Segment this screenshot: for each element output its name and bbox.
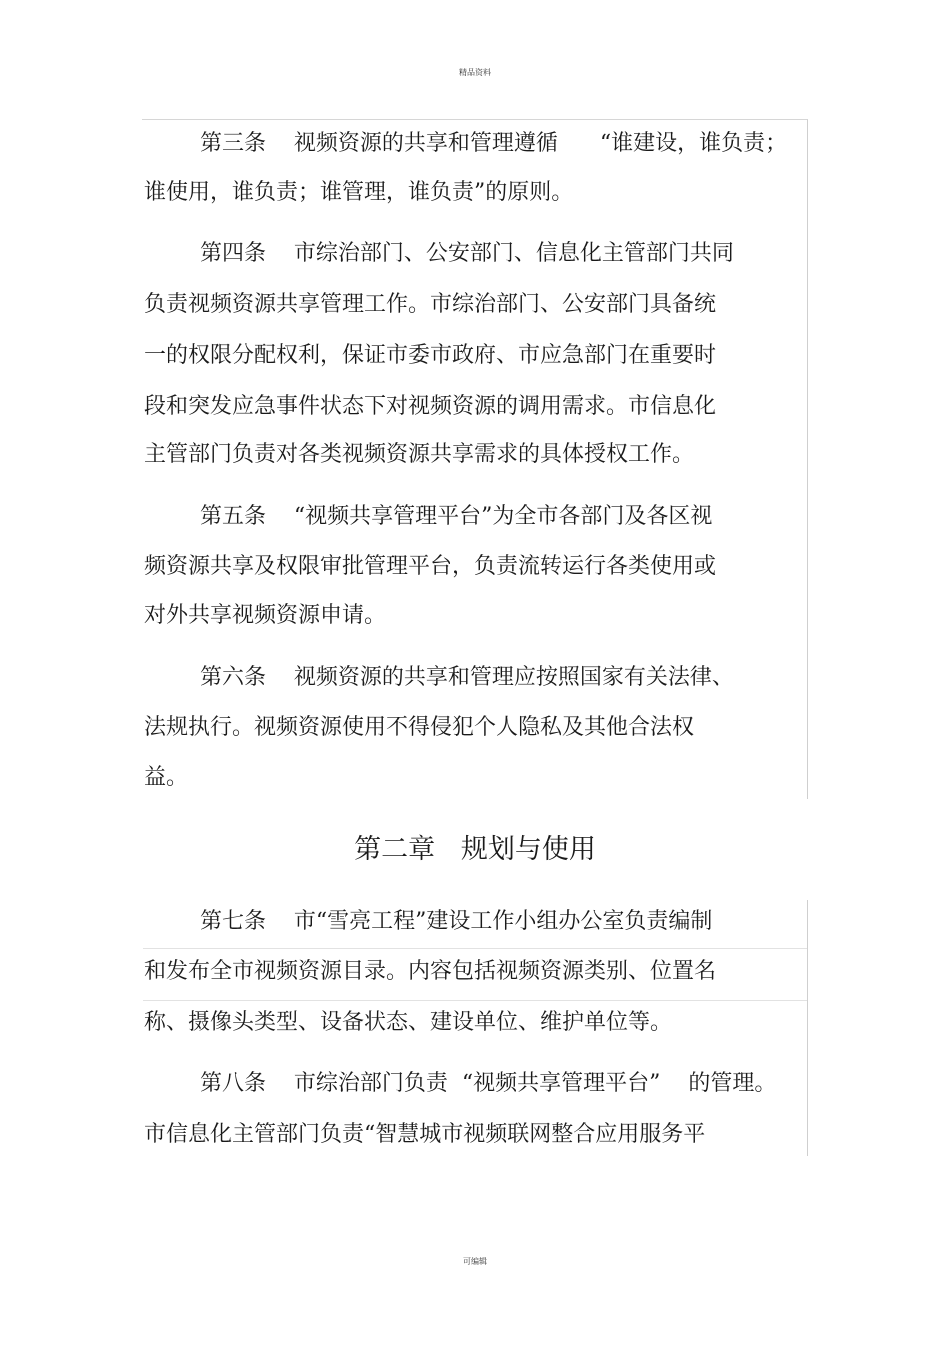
chapter-heading: 第二章 规划与使用 bbox=[354, 834, 596, 865]
text-line: 频资源共享及权限审批管理平台，负责流转运行各类使用或 bbox=[144, 554, 717, 579]
text-line: 主管部门负责对各类视频资源共享需求的具体授权工作。 bbox=[144, 442, 695, 467]
text-line: 第三条 视频资源的共享和管理遵循 “谁建设，谁负责； bbox=[144, 131, 788, 156]
text-line: 第八条 市综治部门负责 “视频共享管理平台” 的管理。 bbox=[144, 1071, 777, 1096]
text-line: 第六条 视频资源的共享和管理应按照国家有关法律、 bbox=[144, 665, 734, 690]
text-line: 一的权限分配权利，保证市委市政府、市应急部门在重要时 bbox=[144, 343, 717, 368]
text-line: 段和突发应急事件状态下对视频资源的调用需求。市信息化 bbox=[144, 394, 717, 419]
text-line: 对外共享视频资源申请。 bbox=[144, 603, 387, 628]
row-divider bbox=[143, 1000, 807, 1001]
page-footer: 可编辑 bbox=[463, 1257, 487, 1266]
page-header: 精品资料 bbox=[459, 68, 491, 77]
text-line: 谁使用，谁负责；谁管理，谁负责”的原则。 bbox=[144, 180, 574, 205]
text-line: 市信息化主管部门负责“智慧城市视频联网整合应用服务平 bbox=[144, 1122, 706, 1147]
text-line: 第五条 “视频共享管理平台”为全市各部门及各区视 bbox=[144, 504, 713, 529]
text-line: 负责视频资源共享管理工作。市综治部门、公安部门具备统 bbox=[144, 292, 717, 317]
text-line: 益。 bbox=[144, 765, 189, 790]
text-line: 法规执行。视频资源使用不得侵犯个人隐私及其他合法权 bbox=[144, 715, 695, 740]
row-divider bbox=[143, 948, 807, 949]
text-line: 第七条 市“雪亮工程”建设工作小组办公室负责编制 bbox=[144, 909, 713, 934]
text-line: 和发布全市视频资源目录。内容包括视频资源类别、位置名 bbox=[144, 959, 717, 984]
text-line: 称、摄像头类型、设备状态、建设单位、维护单位等。 bbox=[144, 1010, 673, 1035]
text-line: 第四条 市综治部门、公安部门、信息化主管部门共同 bbox=[144, 241, 734, 266]
